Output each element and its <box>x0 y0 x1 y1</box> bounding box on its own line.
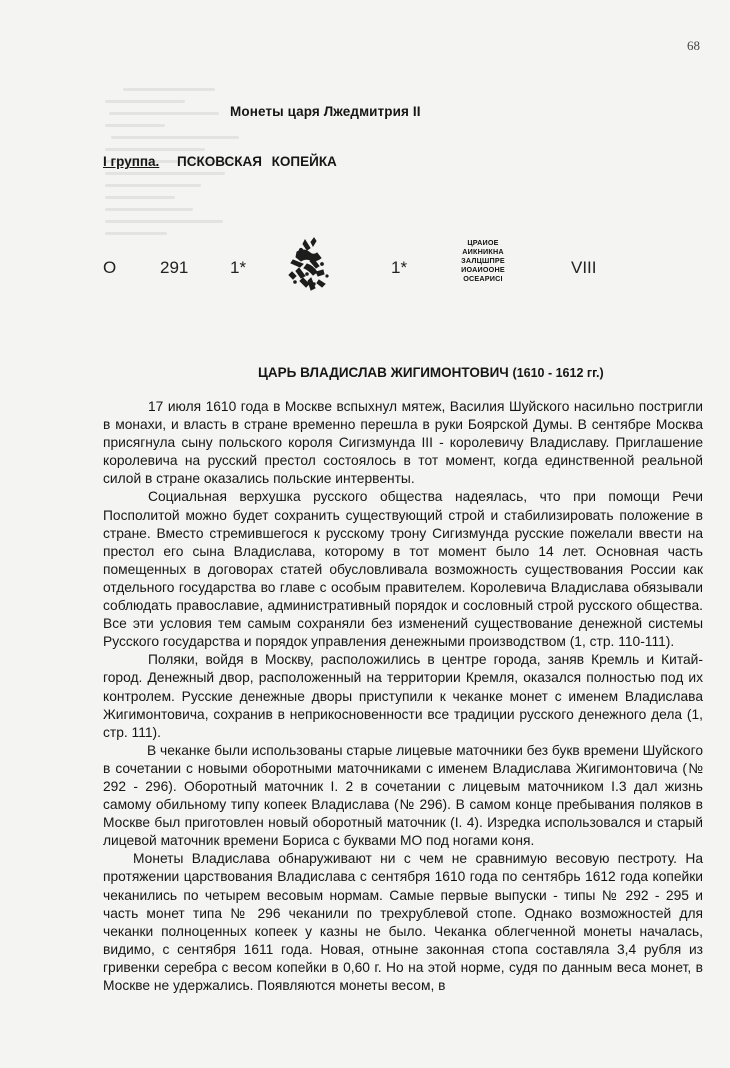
reverse-legend-line: ИОАИООНЕ <box>461 265 505 274</box>
paragraph: Поляки, войдя в Москву, расположились в центре города, заняв Кремль и Китай-город. Денежный двор, расположенный на территории Кремля, оказался полностью под их контролем. Русские денежные дворы приступили к чеканке монет с именем Владислава Жигимонтовича, сохранив в неприкосновенности все традиции русского денежного дела (1, стр. 111). <box>103 652 703 740</box>
reverse-legend-icon <box>453 238 513 283</box>
page-number: 68 <box>687 38 700 53</box>
obverse-rarity: 1* <box>230 258 247 277</box>
group-label: I группа. <box>103 154 160 169</box>
reverse-rarity: 1* <box>391 258 408 277</box>
paragraph: В чеканке были использованы старые лицевые маточники без букв времени Шуйского в сочетании с новыми оборотными маточниками с именем Владислава Жигимонтовича (№ 292 - 296). Оборотный маточник I. 2 в сочетании с лицевым маточником I.3 дал жизнь самому обильному типу копеек Владислава (№ 296). В самом конце пребывания поляков в Москве был приготовлен новый оборотный маточник (I. 4). Изредка использовался и старый лицевой маточник времени Бориса с буквами МО под ногами коня. <box>103 742 704 849</box>
body-text <box>103 398 703 995</box>
chapter-name: ЦАРЬ ВЛАДИСЛАВ ЖИГИМОНТОВИЧ <box>258 365 509 380</box>
section-title: Монеты царя Лжедмитрия II <box>230 104 421 119</box>
reverse-legend-line: АИКНИКНА <box>462 247 504 256</box>
paragraph: Монеты Владислава обнаруживают ни с чем не сравнимую весовую пестроту. На протяжении царствования Владислава с сентября 1610 года по сентябрь 1612 года копейки чеканились по четырем весовым нормам. Самые первые выпуски - типы № 292 - 295 и часть монет типа № 296 чеканили по трехрублевой стопе. Однако возможностей для чеканки полноценных копеек у казны не было. Чеканка облегченной монеты началась, видимо, с сентября 1611 года. Новая, отныне законная стопа составляла 3,4 рубля из гривенки серебра с весом копейки в 0,60 г. Но на этой норме, судя по данным веса монет, в Москве не удержались. Появляются монеты весом, в <box>103 851 703 993</box>
horseman-obverse-icon <box>283 236 333 294</box>
group-heading <box>103 154 337 169</box>
coin-grade: VIII <box>571 258 597 277</box>
group-name: ПСКОВСКАЯ КОПЕЙКА <box>177 154 337 169</box>
paragraph: 17 июля 1610 года в Москве вспыхнул мятеж, Василия Шуйского насильно постригли в монахи, и власть в стране временно перешла в руки Боярской Думы. В сентябре Москва присягнула сыну польского короля Сигизмунда III - королевичу Владиславу. Приглашение королевича на русский престол состоялось в тот момент, когда единственной реальной силой в стране оказались польские интервенты. <box>103 399 703 487</box>
reverse-legend-line: ЗАЛЦШПРЕ <box>461 256 505 265</box>
coin-number: 291 <box>160 258 189 277</box>
coin-entry-row <box>0 250 730 300</box>
chapter-years: (1610 - 1612 гг.) <box>512 366 604 380</box>
reverse-legend-line: ОСЕАРИСI <box>463 274 503 283</box>
chapter-title <box>258 365 604 380</box>
paragraph: Социальная верхушка русского общества надеялась, что при помощи Речи Посполитой можно будет сохранить существующий строй и стабилизировать положение в стране. Вместо стремившегося к русскому трону Сигизмунда русские пожелали ввести на престол его сына Владислава, которому в тот момент было 14 лет. Основная часть помещенных в договорах статей обусловливала возможность существования России как отдельного государства во главе с особым правителем. Королевича Владислава обязывали соблюдать православие, административный порядок и сословный строй русского общества. Все эти условия тем самым сохраняли без изменений существование денежной системы Русского государства и порядок управления денежными производством (1, стр. 110-111). <box>103 489 703 650</box>
obverse-code: О <box>103 258 117 277</box>
reverse-legend-line: ЦРАИОЕ <box>467 238 499 247</box>
